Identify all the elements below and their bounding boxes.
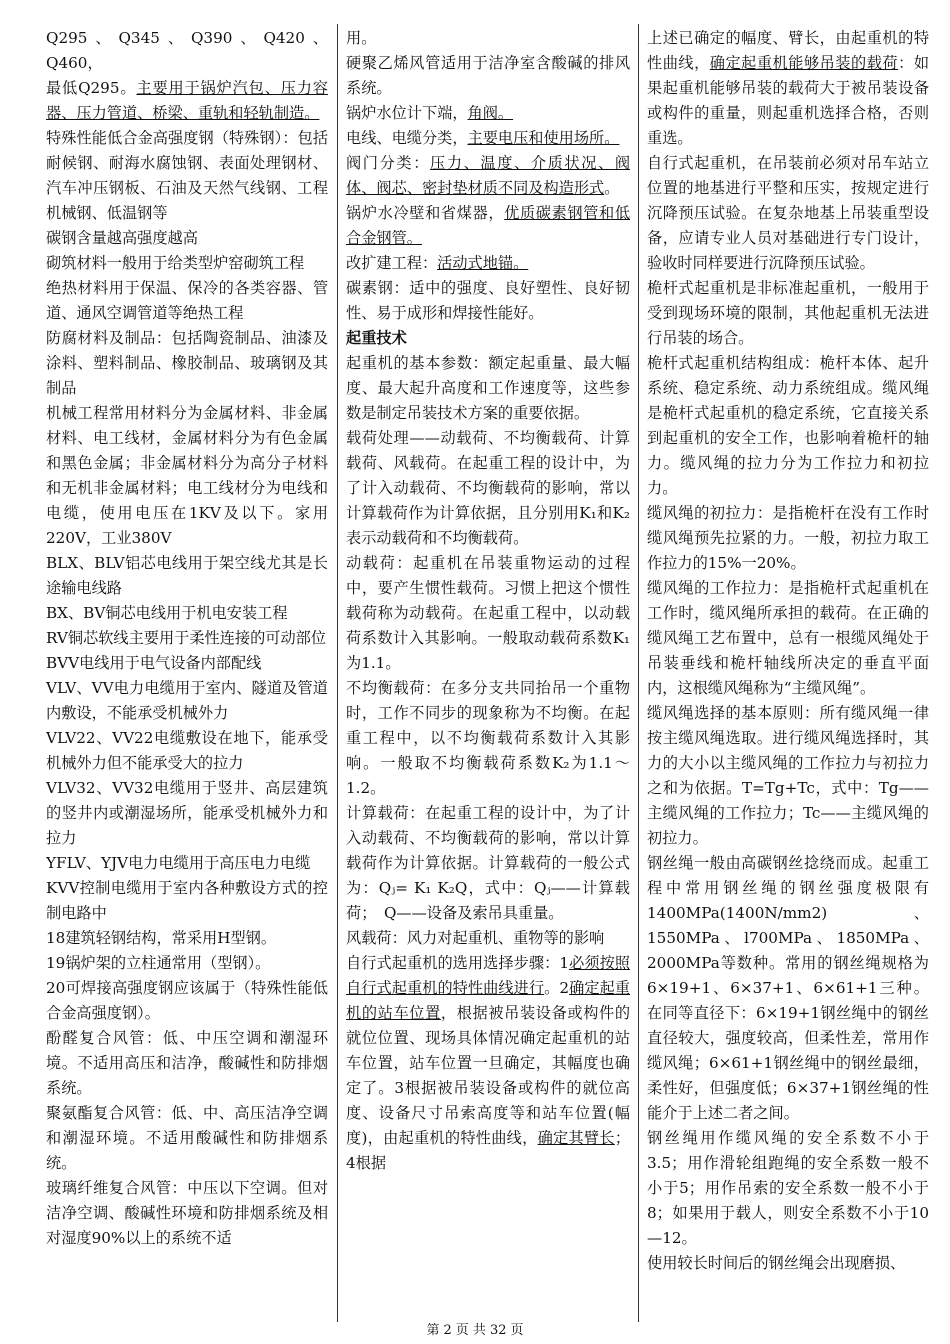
text-run: KVV控制电缆用于室内各种敷设方式的控制电路中 [46, 879, 328, 922]
paragraph [647, 851, 929, 1126]
text-run: 起重机的基本参数：额定起重量、最大幅度、最大起升高度和工作速度等，这些参数是制定吊装技术方案的重要依据。 [346, 354, 630, 422]
paragraph [46, 1176, 328, 1251]
text-run: VLV32、VV32电缆用于竖井、高层建筑的竖井内或潮湿场所，能承受机械外力和拉力 [46, 779, 328, 847]
text-run: 上述已确定的幅度、臂长，由起重机的特性曲线， [647, 29, 929, 72]
paragraph [647, 1251, 929, 1276]
paragraph [46, 551, 328, 601]
paragraph [46, 951, 328, 976]
paragraph [647, 351, 929, 501]
paragraph [46, 601, 328, 626]
underlined-text: 确定起重机能够吊装的载荷 [709, 54, 899, 72]
text-run: 电线、电缆分类， [346, 129, 468, 147]
text-run: 自行式起重机，在吊装前必须对吊车站立位置的地基进行平整和压实，按规定进行沉降预压试验。在复杂地基上吊装重型设备，应请专业人员对基础进行专门设计，验收时同样要进行沉降预压试验。 [647, 154, 929, 272]
paragraph [46, 326, 328, 401]
text-run: 锅炉水位计下端， [346, 104, 468, 122]
text-run: 计算载荷：在起重工程的设计中，为了计入动载荷、不均衡载荷的影响，常以计算载荷作为计算依据。计算载荷的一般公式为：Qⱼ= K₁ K₂Q，式中：Qⱼ——计算载荷； Q——设备及索吊具重量。 [346, 804, 630, 922]
text-run: BX、BV铜芯电线用于机电安装工程 [46, 604, 288, 622]
paragraph [46, 226, 328, 251]
paragraph [46, 76, 328, 126]
footer-total-pages: 32 [489, 1323, 507, 1338]
paragraph [46, 676, 328, 726]
paragraph [46, 126, 328, 226]
paragraph [346, 426, 630, 551]
text-run: 载荷处理——动载荷、不均衡载荷、计算载荷、风载荷。在起重工程的设计中，为了计入动载荷、不均衡载荷的影响，常以计算载荷作为计算依据，且分别用K₁和K₂表示动载荷和不均衡载荷。 [346, 429, 630, 547]
text-run: VLV、VV电力电缆用于室内、隧道及管道内敷设，不能承受机械外力 [46, 679, 328, 722]
paragraph [346, 326, 630, 351]
text-run: 缆风绳选择的基本原则：所有缆风绳一律按主缆风绳选取。进行缆风绳选择时，其力的大小以主缆风绳的工作拉力与初拉力之和为依据。T=Tg+Tc，式中：Tg——主缆风绳的工作拉力；Tc——主缆风绳的初拉力。 [647, 704, 929, 847]
paragraph [346, 26, 630, 51]
text-run: 碳素钢：适中的强度、良好塑性、良好韧性、易于成形和焊接性能好。 [346, 279, 630, 322]
footer-prefix: 第 [426, 1323, 440, 1338]
paragraph [46, 726, 328, 776]
paragraph [346, 201, 630, 251]
text-run: 玻璃纤维复合风管：中压以下空调。但对洁净空调、酸碱性环境和防排烟系统及相对湿度90%以上的系统不适 [46, 1179, 328, 1247]
section-heading: 起重技术 [346, 329, 407, 347]
paragraph [647, 26, 929, 151]
paragraph [346, 251, 630, 276]
paragraph [647, 1126, 929, 1251]
paragraph [46, 776, 328, 851]
paragraph [46, 1101, 328, 1176]
text-run: 桅杆式起重机是非标准起重机，一般用于受到现场环境的限制，其他起重机无法进行吊装的场合。 [647, 279, 929, 347]
underlined-text: 活动式地锚。 [437, 254, 529, 272]
page-footer [0, 1322, 950, 1340]
text-run: 。 [604, 179, 620, 197]
text-run: 碳钢含量越高强度越高 [46, 229, 198, 247]
paragraph [46, 926, 328, 951]
text-run: 阀门分类： [346, 154, 431, 172]
underlined-text: 优质碳素钢管和低合金钢管。 [346, 204, 630, 247]
paragraph [346, 351, 630, 426]
text-run: 最低Q295。 [46, 79, 137, 97]
paragraph [346, 951, 630, 1176]
paragraph [346, 151, 630, 201]
paragraph [346, 676, 630, 801]
text-run: 自行式起重机的选用选择步骤：1 [346, 954, 570, 972]
column-divider-1 [337, 24, 338, 1322]
text-run: ；4根据 [346, 1129, 630, 1172]
paragraph [46, 851, 328, 876]
paragraph [647, 701, 929, 851]
text-column-1 [46, 26, 328, 1318]
text-run: RV铜芯软线主要用于柔性连接的可动部位 [46, 629, 327, 647]
text-run: 机械工程常用材料分为金属材料、非金属材料、电工线材，金属材料分为有色金属和黑色金属；非金属材料分为高分子材料和无机非金属材料；电工线材分为电线和电缆，使用电压在1KV及以下。家用220V，工业380V [46, 404, 328, 547]
text-run: YFLV、YJV电力电缆用于高压电力电缆 [46, 854, 311, 872]
text-run: 特殊性能低合金高强度钢（特殊钢）：包括耐候钢、耐海水腐蚀钢、表面处理钢材、汽车冲压钢板、石油及天然气线钢、工程机械钢、低温钢等 [46, 129, 328, 222]
text-run: 风载荷：风力对起重机、重物等的影响 [346, 929, 605, 947]
text-run: BLX、BLV铝芯电线用于架空线尤其是长途输电线路 [46, 554, 328, 597]
paragraph [647, 501, 929, 576]
paragraph [346, 101, 630, 126]
paragraph [46, 626, 328, 651]
underlined-text: 主要电压和使用场所。 [467, 129, 620, 147]
underlined-text: 必须按照自行式起重机的特性曲线进行 [346, 954, 630, 997]
underlined-text: 确定起重机的站车位置 [346, 979, 630, 1022]
paragraph [46, 976, 328, 1026]
text-run: ：如果起重机能够吊装的载荷大于被吊装设备或构件的重量，则起重机选择合格，否则重选。 [647, 54, 929, 147]
text-run: Q295、Q345、Q390、Q420、Q460， [46, 29, 328, 72]
paragraph [46, 276, 328, 326]
text-run: 绝热材料用于保温、保冷的各类容器、管道、通风空调管道等绝热工程 [46, 279, 328, 322]
text-run: 18建筑轻钢结构，常采用H型钢。 [46, 929, 277, 947]
text-run: BVV电线用于电气设备内部配线 [46, 654, 262, 672]
text-run: 锅炉水冷壁和省煤器， [346, 204, 505, 222]
text-run: 动载荷：起重机在吊装重物运动的过程中，要产生惯性载荷。习惯上把这个惯性载荷称为动载荷。在起重工程中，以动载荷系数计入其影响。一般取动载荷系数K₁为1.1。 [346, 554, 630, 672]
text-run: 缆风绳的初拉力：是指桅杆在没有工作时缆风绳预先拉紧的力。一般，初拉力取工作拉力的15%一20%。 [647, 504, 929, 572]
paragraph [647, 151, 929, 276]
text-run: 钢丝绳用作缆风绳的安全系数不小于3.5；用作滑轮组跑绳的安全系数一般不小于5；用作吊索的安全系数一般不小于8；如果用于载人，则安全系数不小于10—12。 [647, 1129, 929, 1247]
text-run: 20可焊接高强度钢应该属于（特殊性能低合金高强度钢）。 [46, 979, 328, 1022]
underlined-text: 确定其臂长 [537, 1129, 615, 1147]
text-run: 改扩建工程： [346, 254, 438, 272]
text-run: 钢丝绳一般由高碳钢丝捻绕而成。起重工程中常用钢丝绳的钢丝强度极限有1400MPa(1400N/mm2)、1550MPa、l700MPa、1850MPa、2000MPa等数种。常用的钢丝绳规格为6×19+1、6×37+1、6×61+1三种。在同等直径下：6×19+1钢丝绳中的钢丝直径较大，强度较高，但柔性差，常用作缆风绳；6×61+1钢丝绳中的钢丝最细，柔性好，但强度低；6×37+1钢丝绳的性能介于上述二者之间。 [647, 854, 929, 1122]
text-run: 酚醛复合风管：低、中压空调和潮湿环境。不适用高压和洁净，酸碱性和防排烟系统。 [46, 1029, 328, 1097]
paragraph [346, 51, 630, 101]
text-run: 硬聚乙烯风管适用于洁净室含酸碱的排风系统。 [346, 54, 630, 97]
text-run: 用。 [346, 29, 377, 47]
text-run: VLV22、VV22电缆敷设在地下，能承受机械外力但不能承受大的拉力 [46, 729, 328, 772]
paragraph [46, 651, 328, 676]
paragraph [647, 276, 929, 351]
footer-mid: 页 共 [455, 1323, 486, 1338]
text-run: 防腐材料及制品：包括陶瓷制品、油漆及涂料、塑料制品、橡胶制品、玻璃钢及其制品 [46, 329, 328, 397]
text-run: 19锅炉架的立柱通常用（型钢）。 [46, 954, 271, 972]
paragraph [346, 801, 630, 926]
paragraph [647, 576, 929, 701]
underlined-text: 压力、温度、介质状况、阀体、阀芯、密封垫材质不同及构造形式 [346, 154, 630, 197]
text-column-3 [647, 26, 929, 1318]
paragraph [46, 251, 328, 276]
underlined-text: 角阀。 [467, 104, 514, 122]
text-run: 。2 [544, 979, 570, 997]
text-run: 砌筑材料一般用于给类型炉窑砌筑工程 [46, 254, 305, 272]
paragraph [46, 876, 328, 926]
text-run: 桅杆式起重机结构组成：桅杆本体、起升系统、稳定系统、动力系统组成。缆风绳是桅杆式起重机的稳定系统，它直接关系到起重机的安全工作，也影响着桅杆的轴力。缆风绳的拉力分为工作拉力和初拉力。 [647, 354, 929, 497]
paragraph [346, 126, 630, 151]
underlined-text: 主要用于锅炉汽包、压力容器、压力管道、桥梁、重轨和轻轨制造。 [46, 79, 328, 122]
paragraph [46, 26, 328, 76]
text-run: 缆风绳的工作拉力：是指桅杆式起重机在工作时，缆风绳所承担的载荷。在正确的缆风绳工艺布置中，总有一根缆风绳处于吊装垂线和桅杆轴线所决定的垂直平面内，这根缆风绳称为“主缆风绳”。 [647, 579, 929, 697]
footer-page-number: 2 [443, 1323, 452, 1338]
paragraph [346, 276, 630, 326]
text-run: 聚氨酯复合风管：低、中、高压洁净空调和潮湿环境。不适用酸碱性和防排烟系统。 [46, 1104, 328, 1172]
text-column-2 [346, 26, 630, 1318]
text-run: ，根据被吊装设备或构件的就位位置、现场具体情况确定起重机的站车位置，站车位置一旦确定，其幅度也确定了。3根据被吊装设备或构件的就位高度、设备尺寸吊索高度等和站车位置(幅度)，由起重机的特性曲线， [346, 1004, 630, 1147]
column-divider-2 [638, 24, 639, 1322]
footer-suffix: 页 [510, 1323, 524, 1338]
paragraph [46, 401, 328, 551]
text-run: 不均衡载荷：在多分支共同抬吊一个重物时，工作不同步的现象称为不均衡。在起重工程中，以不均衡载荷系数计入其影响。一般取不均衡载荷系数K₂为1.1～1.2。 [346, 679, 630, 797]
text-run: 使用较长时间后的钢丝绳会出现磨损、 [647, 1254, 906, 1272]
paragraph [346, 551, 630, 676]
paragraph [346, 926, 630, 951]
paragraph [46, 1026, 328, 1101]
